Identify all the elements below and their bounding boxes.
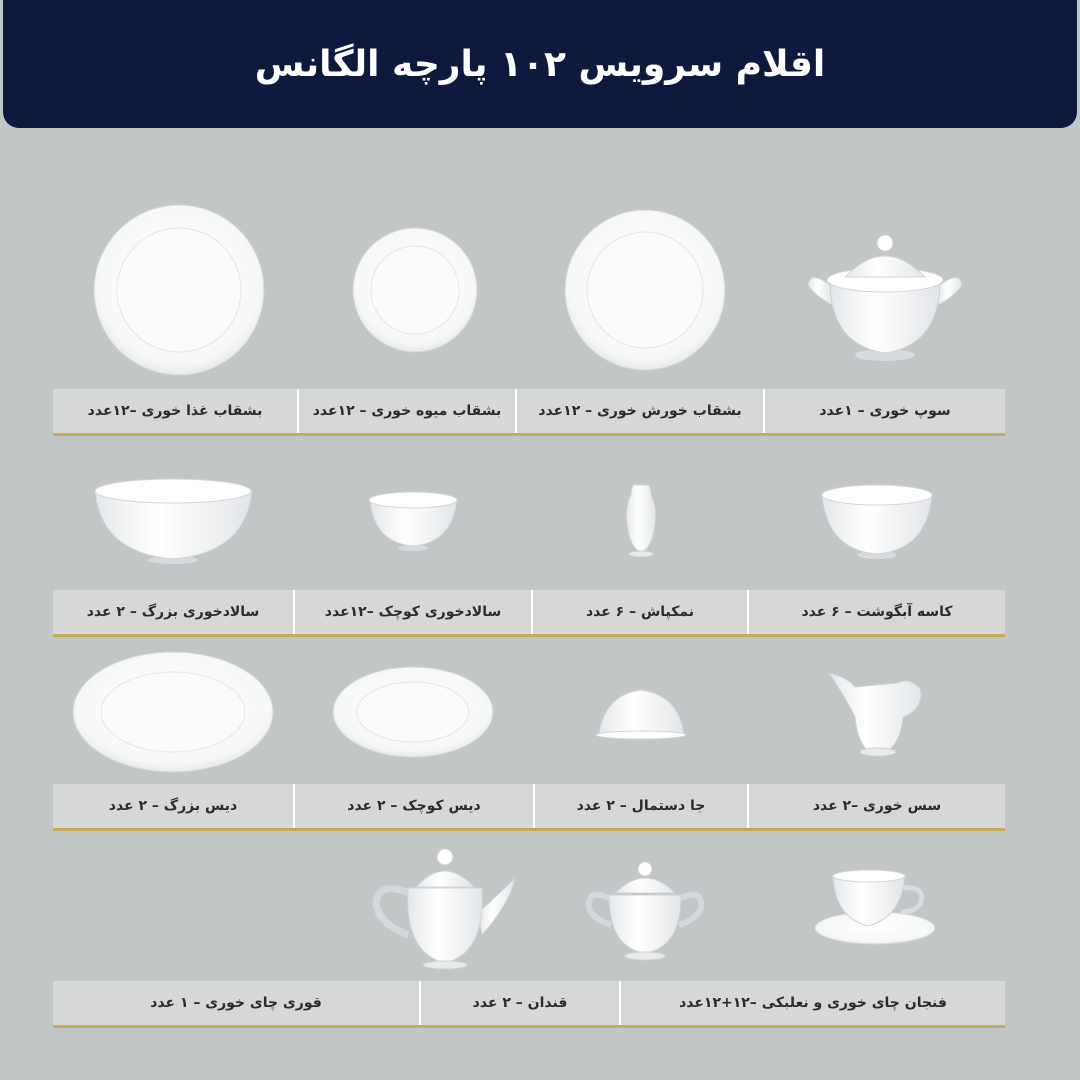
large-platter-icon (53, 645, 293, 780)
soup-tureen-icon (765, 195, 1005, 385)
sugar-bowl-icon (545, 840, 745, 975)
row-1-labels (53, 389, 1005, 436)
large-salad-bowl-icon (53, 465, 293, 575)
row-4-labels (53, 981, 1005, 1028)
row-1-images (53, 195, 1005, 385)
fruit-plate-icon (305, 195, 525, 385)
label-soup-tureen: سوپ خوری – ۱عدد (763, 389, 1005, 433)
label-broth-bowl: کاسه آبگوشت – ۶ عدد (747, 590, 1005, 634)
row-4-images (53, 840, 1005, 975)
label-dinner-plate: بشقاب غذا خوری –۱۲عدد (87, 403, 263, 419)
row-2-images (53, 465, 1005, 575)
row-3-images (53, 645, 1005, 780)
stew-plate-icon (525, 195, 765, 385)
label-small-salad-bowl: سالادخوری کوچک –۱۲عدد (293, 590, 531, 634)
label-large-salad-bowl: سالادخوری بزرگ – ۲ عدد (86, 604, 260, 620)
dinner-plate-icon (53, 195, 305, 385)
label-teacup-saucer: فنجان چای خوری و نعلبکی –۱۲+۱۲عدد (619, 981, 1005, 1025)
label-stew-plate: بشقاب خورش خوری – ۱۲عدد (515, 389, 763, 433)
label-salt-shaker: نمکپاش – ۶ عدد (531, 590, 747, 634)
napkin-holder-icon (533, 645, 749, 780)
label-large-platter: دیس بزرگ – ۲ عدد (108, 798, 238, 814)
row-2-labels (53, 590, 1005, 637)
label-teapot: قوری چای خوری – ۱ عدد (150, 995, 322, 1011)
label-fruit-plate: بشقاب میوه خوری – ۱۲عدد (297, 389, 515, 433)
broth-bowl-icon (749, 465, 1005, 575)
label-sauce-boat: سس خوری –۲ عدد (747, 784, 1005, 828)
row-3-labels (53, 784, 1005, 831)
page-title: اقلام سرویس ۱۰۲ پارچه الگانس (254, 43, 826, 85)
label-sugar-bowl: قندان – ۲ عدد (419, 981, 619, 1025)
teacup-saucer-icon (745, 840, 1005, 975)
teapot-icon (345, 840, 545, 975)
salt-shaker-icon (533, 465, 749, 575)
page-header (3, 0, 1077, 128)
small-salad-bowl-icon (293, 465, 533, 575)
label-small-platter: دیس کوچک – ۲ عدد (293, 784, 533, 828)
small-platter-icon (293, 645, 533, 780)
sauce-boat-icon (749, 645, 1005, 780)
label-napkin-holder: جا دستمال – ۲ عدد (533, 784, 747, 828)
